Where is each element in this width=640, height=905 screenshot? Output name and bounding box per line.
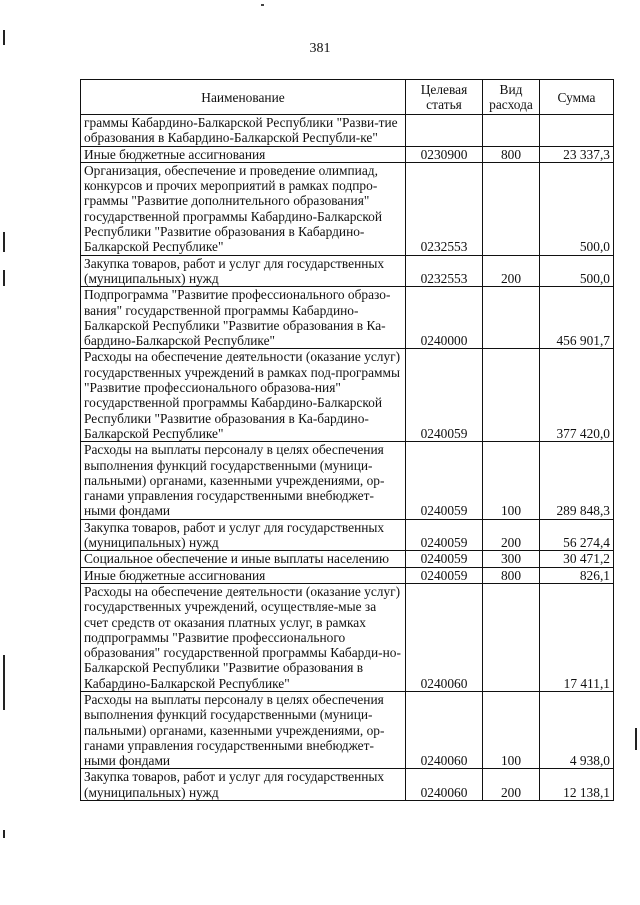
header-target-article: Целевая статья (406, 80, 483, 115)
header-sum: Сумма (540, 80, 614, 115)
row-target-article-cell: 0232553 (406, 255, 483, 287)
binder-hole-mark (635, 728, 637, 750)
row-name-cell: граммы Кабардино-Балкарской Республики "Разви-тие образования в Кабардино-Балкарской Республи-ке" (81, 115, 406, 147)
row-sum-cell: 23 337,3 (540, 146, 614, 162)
row-target-article-cell: 0230900 (406, 146, 483, 162)
scan-dot (261, 4, 264, 6)
table-row (81, 583, 614, 691)
row-target-article-cell: 0232553 (406, 162, 483, 255)
row-target-article-cell: 0240059 (406, 567, 483, 583)
table-row (81, 442, 614, 519)
row-expense-type-cell: 300 (483, 551, 540, 567)
binder-hole-mark (3, 270, 5, 286)
row-sum-cell: 56 274,4 (540, 519, 614, 551)
row-name-cell: Закупка товаров, работ и услуг для государственных (муниципальных) нужд (81, 519, 406, 551)
row-target-article-cell: 0240060 (406, 769, 483, 801)
binder-hole-mark (3, 655, 5, 710)
row-name-cell: Расходы на обеспечение деятельности (оказание услуг) государственных учреждений в рамках под-программы "Развитие профессионального образова-ния" государственной программы Кабардино-Балкарской Республики "Развитие образования в Ка-бардино-Балкарской Республике" (81, 349, 406, 442)
row-name-cell: Организация, обеспечение и проведение олимпиад, конкурсов и прочих мероприятий в рамках подпро-граммы "Развитие дополнительного образования" государственной программы Кабардино-Балкарской Республики "Развитие образования в Кабардино-Балкарской Республике" (81, 162, 406, 255)
table-row (81, 255, 614, 287)
row-expense-type-cell (483, 162, 540, 255)
row-sum-cell: 30 471,2 (540, 551, 614, 567)
row-expense-type-cell: 200 (483, 255, 540, 287)
row-expense-type-cell: 200 (483, 519, 540, 551)
row-sum-cell: 500,0 (540, 162, 614, 255)
row-name-cell: Иные бюджетные ассигнования (81, 567, 406, 583)
row-sum-cell: 377 420,0 (540, 349, 614, 442)
row-expense-type-cell (483, 115, 540, 147)
row-target-article-cell: 0240060 (406, 583, 483, 691)
row-name-cell: Расходы на выплаты персоналу в целях обеспечения выполнения функций государственными (муници-пальными) органами, казенными учреждениями, ор-ганами управления государственными внебюджет-ными фондами (81, 691, 406, 768)
row-target-article-cell: 0240000 (406, 287, 483, 349)
row-target-article-cell: 0240060 (406, 691, 483, 768)
table-row (81, 691, 614, 768)
table-row (81, 146, 614, 162)
table-row (81, 349, 614, 442)
row-target-article-cell: 0240059 (406, 349, 483, 442)
row-expense-type-cell (483, 583, 540, 691)
page-number: 381 (309, 41, 331, 56)
row-target-article-cell (406, 115, 483, 147)
table-row (81, 519, 614, 551)
row-sum-cell: 289 848,3 (540, 442, 614, 519)
budget-table (80, 79, 614, 801)
row-sum-cell: 826,1 (540, 567, 614, 583)
row-expense-type-cell: 100 (483, 691, 540, 768)
row-name-cell: Подпрограмма "Развитие профессионального образо-вания" государственной программы Кабардино-Балкарской Республики "Развитие образования в Ка-бардино-Балкарской Республике" (81, 287, 406, 349)
row-sum-cell: 12 138,1 (540, 769, 614, 801)
row-expense-type-cell: 800 (483, 567, 540, 583)
row-sum-cell (540, 115, 614, 147)
row-sum-cell: 4 938,0 (540, 691, 614, 768)
table-row (81, 287, 614, 349)
row-name-cell: Расходы на обеспечение деятельности (оказание услуг) государственных учреждений, осуществляе-мые за счет средств от оказания платных услуг, в рамках подпрограммы "Развитие профессионального образования" государственной программы Кабарди-но-Балкарской Республики "Развитие образования в Кабардино-Балкарской Республике" (81, 583, 406, 691)
table-row (81, 162, 614, 255)
table-row (81, 551, 614, 567)
row-target-article-cell: 0240059 (406, 442, 483, 519)
table-row (81, 567, 614, 583)
row-target-article-cell: 0240059 (406, 551, 483, 567)
row-name-cell: Расходы на выплаты персоналу в целях обеспечения выполнения функций государственными (муници-пальными) органами, казенными учреждениями, ор-ганами управления государственными внебюджет-ными фондами (81, 442, 406, 519)
header-expense-type: Вид расхода (483, 80, 540, 115)
row-expense-type-cell (483, 287, 540, 349)
row-name-cell: Закупка товаров, работ и услуг для государственных (муниципальных) нужд (81, 769, 406, 801)
row-expense-type-cell: 100 (483, 442, 540, 519)
row-target-article-cell: 0240059 (406, 519, 483, 551)
binder-hole-mark (3, 232, 5, 252)
row-sum-cell: 17 411,1 (540, 583, 614, 691)
row-expense-type-cell (483, 349, 540, 442)
row-expense-type-cell: 800 (483, 146, 540, 162)
row-expense-type-cell: 200 (483, 769, 540, 801)
row-name-cell: Иные бюджетные ассигнования (81, 146, 406, 162)
row-sum-cell: 456 901,7 (540, 287, 614, 349)
row-sum-cell: 500,0 (540, 255, 614, 287)
table-row (81, 115, 614, 147)
row-name-cell: Социальное обеспечение и иные выплаты населению (81, 551, 406, 567)
row-name-cell: Закупка товаров, работ и услуг для государственных (муниципальных) нужд (81, 255, 406, 287)
table-row (81, 769, 614, 801)
table-header-row (81, 80, 614, 115)
binder-hole-mark (3, 830, 5, 838)
header-name: Наименование (81, 80, 406, 115)
